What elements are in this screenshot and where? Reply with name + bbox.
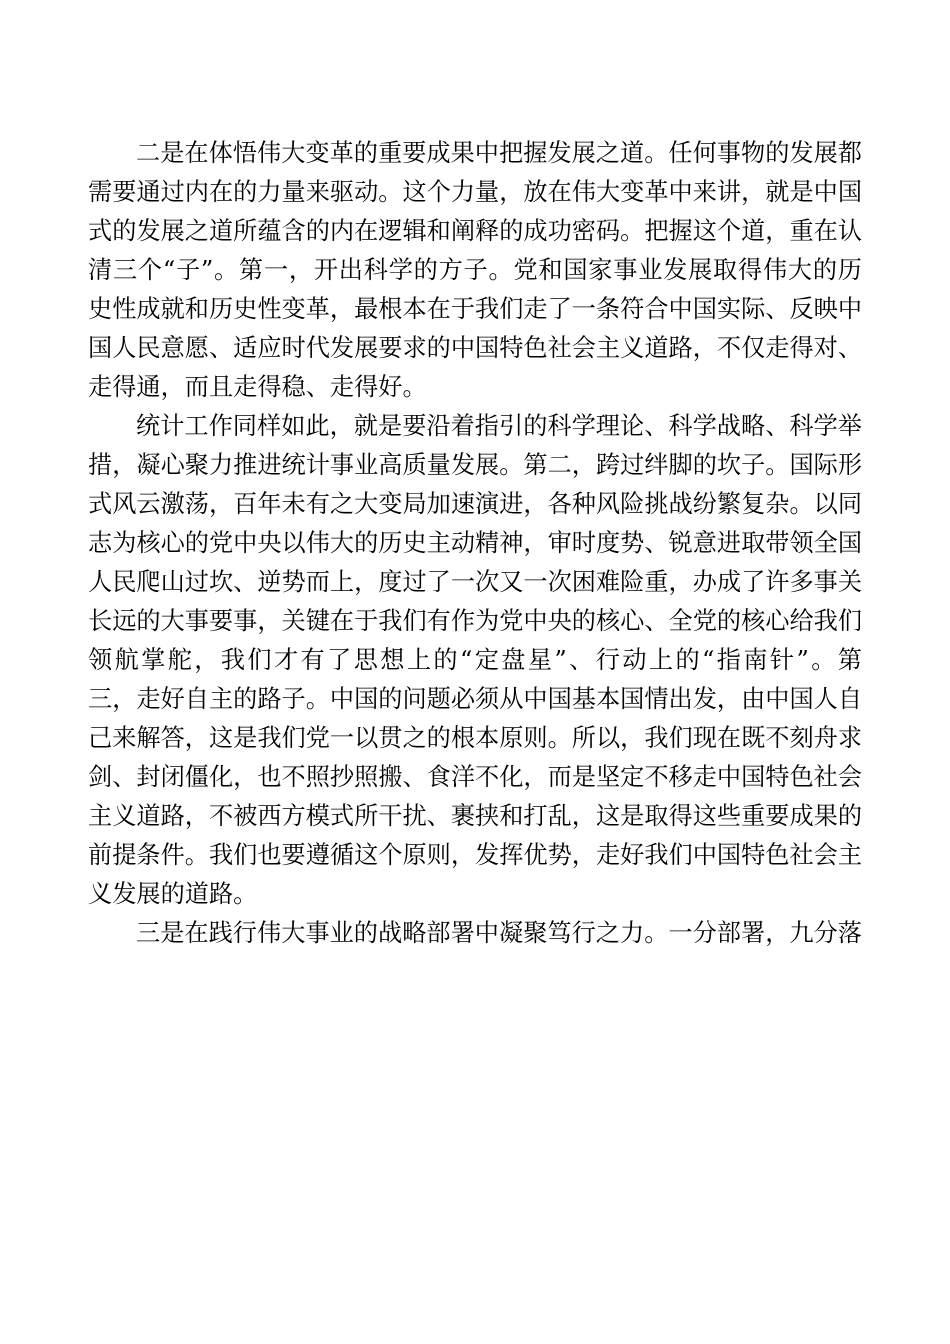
text-line: 走得通，而且走得稳、走得好。 [88, 373, 427, 401]
text-line: 剑、封闭僵化，也不照抄照搬、食洋不化，而是坚定不移走中国特色社会 [88, 763, 862, 791]
text-line: 前提条件。我们也要遵循这个原则，发挥优势，走好我们中国特色社会主 [88, 841, 862, 869]
text-line: 史性成就和历史性变革，最根本在于我们走了一条符合中国实际、反映中 [88, 295, 862, 323]
paragraph-3 [88, 914, 862, 953]
document-body [88, 134, 862, 953]
text-line: 式风云激荡，百年未有之大变局加速演进，各种风险挑战纷繁复杂。以同 [88, 490, 862, 518]
text-line: 式的发展之道所蕴含的内在逻辑和阐释的成功密码。把握这个道，重在认 [88, 217, 862, 245]
text-line: 人民爬山过坎、逆势而上，度过了一次又一次困难险重，办成了许多事关 [88, 568, 862, 596]
text-line: 统计工作同样如此，就是要沿着指引的科学理论、科学战略、科学举 [136, 412, 862, 440]
paragraph-2 [88, 407, 862, 914]
text-line: 清三个“子”。第一，开出科学的方子。党和国家事业发展取得伟大的历 [88, 256, 862, 284]
text-line: 三是在践行伟大事业的战略部署中凝聚笃行之力。一分部署，九分落 [136, 919, 862, 947]
text-line: 二是在体悟伟大变革的重要成果中把握发展之道。任何事物的发展都 [136, 139, 862, 167]
text-line: 国人民意愿、适应时代发展要求的中国特色社会主义道路，不仅走得对、 [88, 334, 862, 362]
text-line: 需要通过内在的力量来驱动。这个力量，放在伟大变革中来讲，就是中国 [88, 178, 862, 206]
text-line: 主义道路，不被西方模式所干扰、裹挟和打乱，这是取得这些重要成果的 [88, 802, 862, 830]
text-line: 长远的大事要事，关键在于我们有作为党中央的核心、全党的核心给我们 [88, 607, 862, 635]
text-line: 措，凝心聚力推进统计事业高质量发展。第二，跨过绊脚的坎子。国际形 [88, 451, 862, 479]
text-line: 己来解答，这是我们党一以贯之的根本原则。所以，我们现在既不刻舟求 [88, 724, 862, 752]
text-line: 志为核心的党中央以伟大的历史主动精神，审时度势、锐意进取带领全国 [88, 529, 862, 557]
text-line: 领航掌舵，我们才有了思想上的“定盘星”、行动上的“指南针”。第 [88, 646, 862, 674]
paragraph-1 [88, 134, 862, 407]
text-line: 义发展的道路。 [88, 880, 258, 908]
text-line: 三，走好自主的路子。中国的问题必须从中国基本国情出发，由中国人自 [88, 685, 862, 713]
